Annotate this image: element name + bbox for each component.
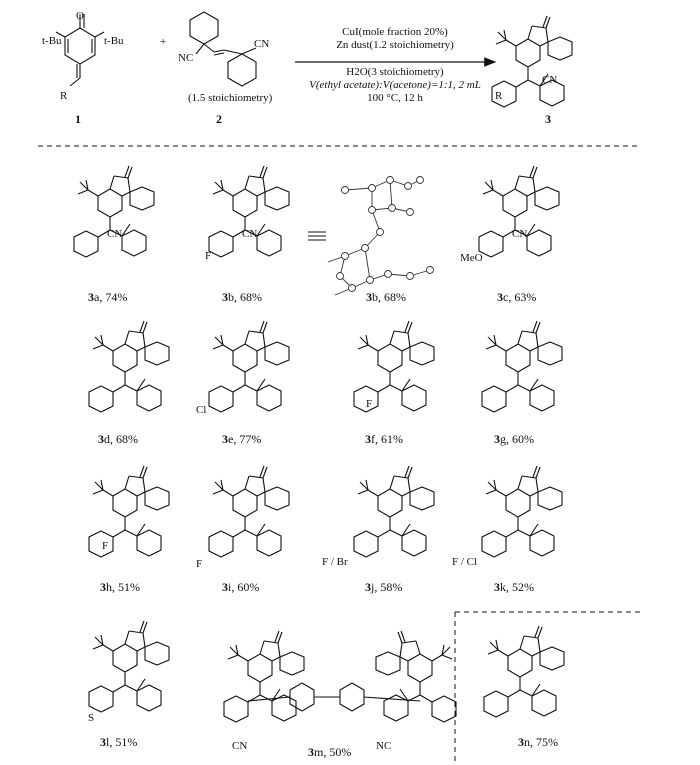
caption-3f: 3f, 61% (365, 432, 403, 446)
conditions-below (300, 66, 490, 105)
reactant-2-structure (190, 12, 256, 86)
subst-3b: F (205, 250, 212, 262)
caption-3e: 3e, 77% (222, 432, 262, 446)
cn-3c: CN (512, 228, 528, 240)
structure-3m (224, 631, 456, 722)
subst-3k: F / Cl (452, 556, 478, 568)
structure-3a (74, 166, 154, 257)
caption-3h: 3h, 51% (100, 580, 140, 594)
t-bu-left: t-Bu (42, 35, 62, 47)
caption-3i: 3i, 60% (222, 580, 260, 594)
product-3-structure (492, 16, 572, 107)
caption-3a: 3a, 74% (88, 290, 128, 304)
structure-3d (89, 321, 169, 412)
cn-label-3: CN (542, 74, 558, 86)
cn-label: CN (254, 38, 270, 50)
reactant-1-structure (56, 14, 104, 86)
structure-3c (479, 166, 559, 257)
structure-3i (209, 466, 289, 557)
subst-3h: F (102, 540, 109, 552)
structure-3e (209, 321, 289, 412)
structure-3b (209, 166, 289, 257)
subst-3e: Cl (196, 404, 207, 416)
condition-temp-time: 100 °C, 12 h (367, 92, 423, 104)
caption-3d: 3d, 68% (98, 432, 138, 446)
nc-3m-right: NC (376, 740, 392, 752)
subst-3c: MeO (460, 252, 483, 264)
structure-3k (482, 466, 562, 557)
r-label-1: R (60, 90, 68, 102)
subst-3l: S (88, 712, 95, 724)
plus-sign: + (160, 36, 167, 48)
conditions-above (300, 26, 490, 52)
caption-3j: 3j, 58% (365, 580, 403, 594)
identical-symbol (308, 232, 326, 240)
structure-3g (482, 321, 562, 412)
caption-3b: 3b, 68% (222, 290, 262, 304)
condition-reductant: Zn dust(1.2 stoichiometry) (336, 39, 454, 51)
cn-3b: CN (242, 228, 258, 240)
condition-catalyst: CuI(mole fraction 20%) (342, 26, 448, 38)
structure-3j (354, 466, 434, 557)
cn-3m-left: CN (232, 740, 248, 752)
caption-3n: 3n, 75% (518, 735, 558, 749)
structure-3n (484, 626, 564, 717)
label-3: 3 (545, 112, 551, 126)
structure-3l (89, 621, 169, 712)
label-1: 1 (75, 112, 81, 126)
cn-3a: CN (107, 228, 123, 240)
subst-3f: F (366, 398, 373, 410)
carbonyl-o-1: O (76, 10, 84, 22)
label-2: 2 (216, 112, 222, 126)
caption-3b-crystal: 3b, 68% (366, 290, 406, 304)
caption-3m: 3m, 50% (308, 745, 352, 759)
caption-3g: 3g, 60% (494, 432, 534, 446)
structure-3h (89, 466, 169, 557)
subst-3i: F (196, 558, 203, 570)
t-bu-right: t-Bu (104, 35, 124, 47)
r-label-3: R (495, 90, 503, 102)
caption-3c: 3c, 63% (497, 290, 537, 304)
crystal-structure-3b (328, 177, 434, 296)
reactant-2-amount: (1.5 stoichiometry) (188, 92, 273, 104)
caption-3l: 3l, 51% (100, 735, 138, 749)
caption-3k: 3k, 52% (494, 580, 534, 594)
nc-label: NC (178, 52, 194, 64)
subst-3j: F / Br (322, 556, 348, 568)
condition-water: H2O(3 stoichiometry) (346, 66, 444, 78)
condition-solvent: V(ethyl acetate):V(acetone)=1:1, 2 mL (309, 79, 481, 91)
